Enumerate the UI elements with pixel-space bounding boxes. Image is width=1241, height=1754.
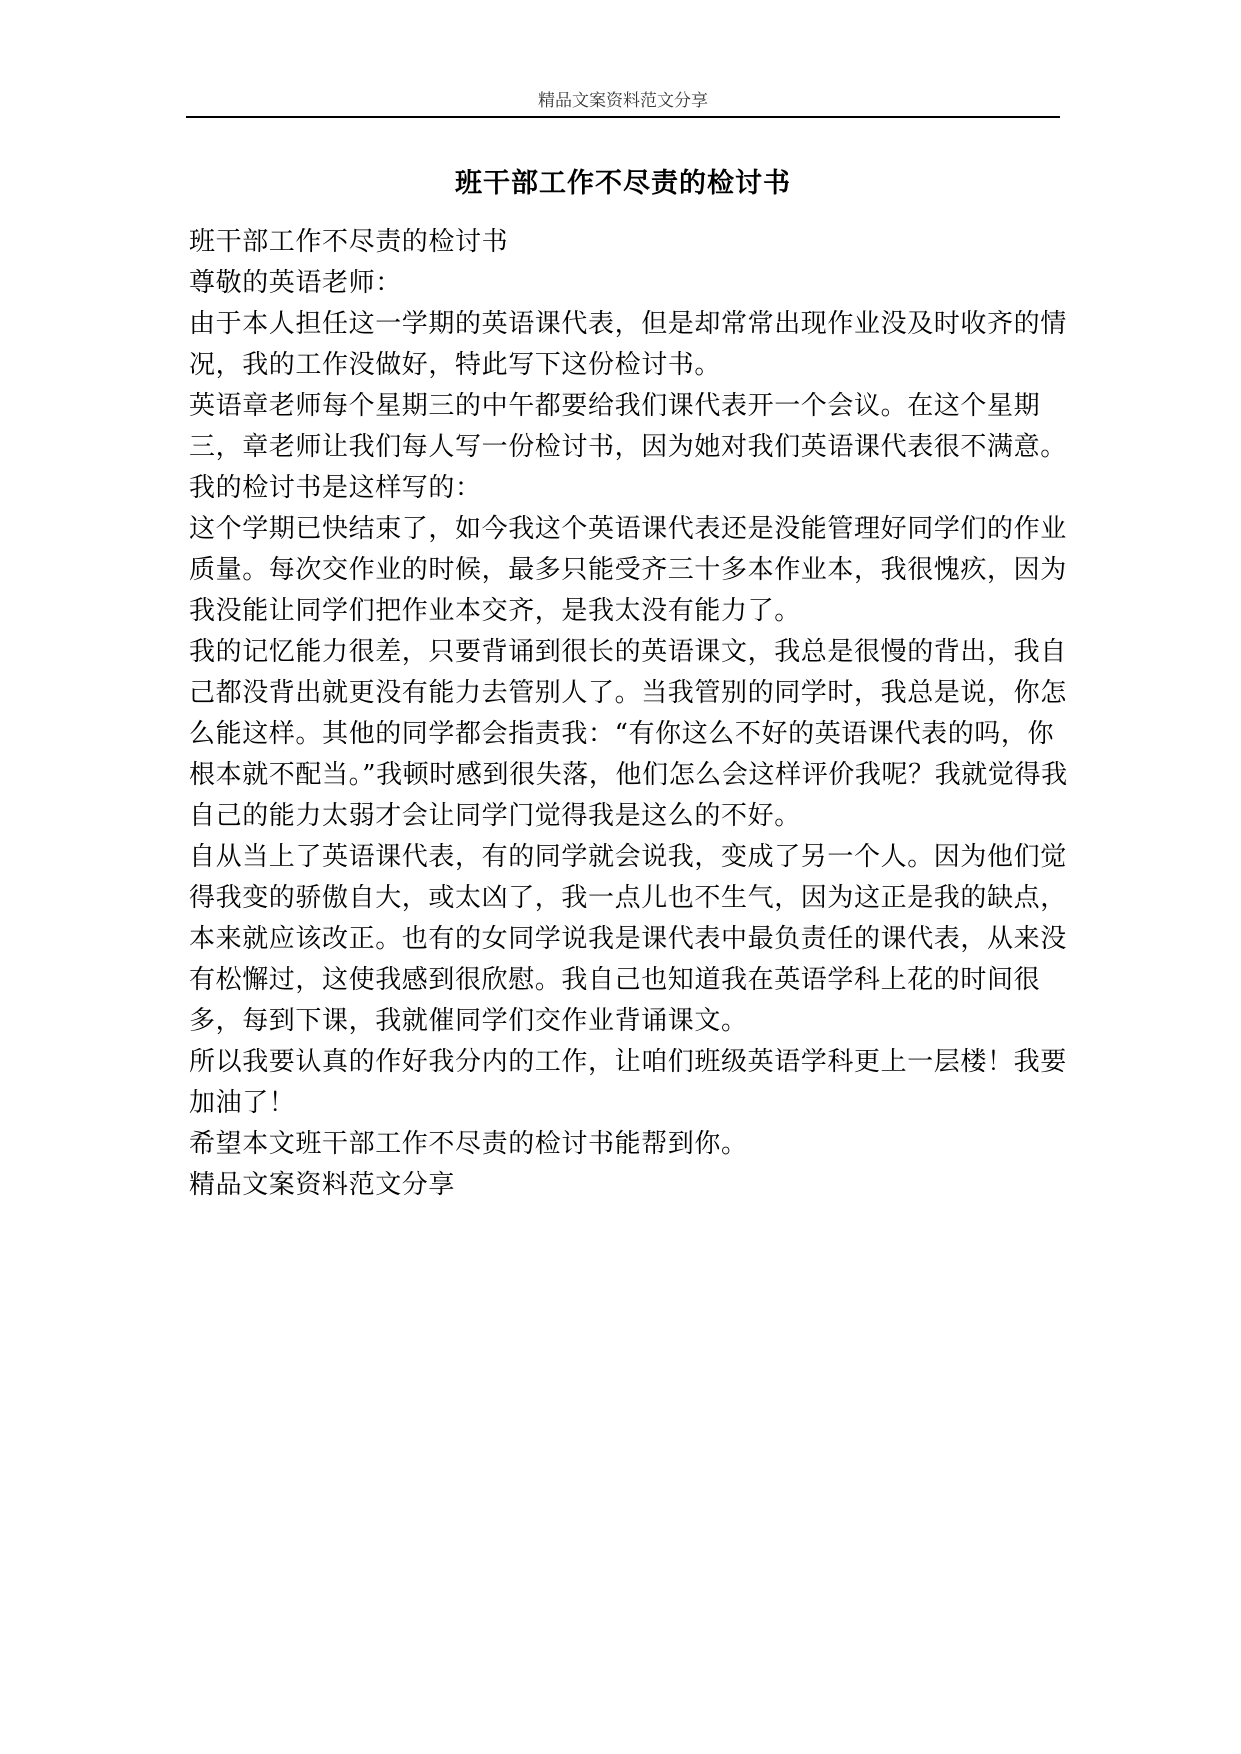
paragraph-salutation: 尊敬的英语老师： [189,268,402,298]
paragraph: 自从当上了英语课代表，有的同学就会说我，变成了另一个人。因为他们觉得我变的骄傲自大，或太凶了，我一点儿也不生气，因为这正是我的缺点，本来就应该改正。也有的女同学说我是课代表中最负责任的课代表，从来没有松懈过，这使我感到很欣慰。我自己也知道我在英语学科上花的时间很多，每到下课，我就催同学们交作业背诵课文。 [189,842,1067,1036]
paragraph: 我的检讨书是这样写的： [189,473,482,503]
paragraph-subtitle: 班干部工作不尽责的检讨书 [189,227,509,257]
document-title: 班干部工作不尽责的检讨书 [455,168,791,199]
paragraph: 英语章老师每个星期三的中午都要给我们课代表开一个会议。在这个星期三，章老师让我们每人写一份检讨书，因为她对我们英语课代表很不满意。 [189,391,1067,462]
paragraph: 由于本人担任这一学期的英语课代表，但是却常常出现作业没及时收齐的情况，我的工作没做好，特此写下这份检讨书。 [189,309,1067,380]
page-header: 精品文案资料范文分享 [538,91,708,111]
paragraph: 这个学期已快结束了，如今我这个英语课代表还是没能管理好同学们的作业质量。每次交作业的时候，最多只能受齐三十多本作业本，我很愧疚，因为我没能让同学们把作业本交齐，是我太没有能力了。 [189,514,1067,626]
paragraph-closing: 希望本文班干部工作不尽责的检讨书能帮到你。 [189,1129,748,1159]
paragraph-footer-text: 精品文案资料范文分享 [189,1170,456,1200]
document-body [189,222,1069,1206]
header-divider [186,116,1060,118]
paragraph: 我的记忆能力很差，只要背诵到很长的英语课文，我总是很慢的背出，我自己都没背出就更没有能力去管别人了。当我管别的同学时，我总是说，你怎么能这样。其他的同学都会指责我：“有你这么不好的英语课代表的吗，你根本就不配当。”我顿时感到很失落，他们怎么会这样评价我呢？我就觉得我自己的能力太弱才会让同学门觉得我是这么的不好。 [189,637,1068,831]
paragraph: 所以我要认真的作好我分内的工作，让咱们班级英语学科更上一层楼！我要加油了！ [189,1047,1067,1118]
